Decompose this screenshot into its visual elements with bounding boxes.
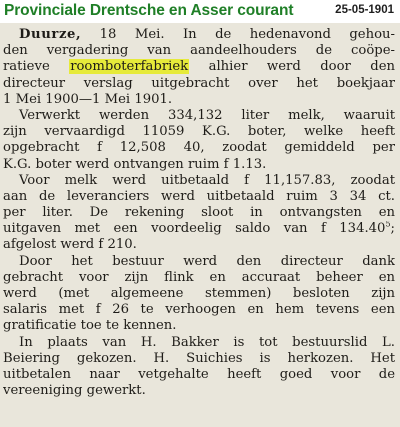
article-line: Duurze, 18 Mei. In de hedenavond gehou- <box>19 27 395 42</box>
article-line: gratificatie toe te kennen. <box>3 318 177 334</box>
article-line: afgelost werd f 210. <box>3 237 137 253</box>
article-line: salaris met f 26 te verhoogen en hem tevens een <box>3 302 395 318</box>
superscript: 5 <box>385 221 391 229</box>
article-line: uitgaven met een voordeelig saldo van f 134.40$^5$; <box>3 221 395 237</box>
article-line: Voor melk werd uitbetaald f 11,157.83, zoodat <box>19 172 395 188</box>
publication-date: 25-05-1901 <box>335 4 394 16</box>
article-line: gebracht voor zijn flink en accuraat beheer en <box>3 269 395 285</box>
article-line: 1 Mei 1900—1 Mei 1901. <box>3 91 173 107</box>
article-line: ratieve roomboterfabriek alhier werd door den <box>3 59 395 75</box>
article-line: per liter. De rekening sloot in ontvangsten en <box>3 205 395 221</box>
article-line: In plaats van H. Bakker is tot bestuurslid L. <box>19 334 395 350</box>
article-line: den vergadering van aandeelhouders de coöpe- <box>3 43 395 59</box>
article-line: Door het bestuur werd den directeur dank <box>19 253 395 269</box>
article-line: Verwerkt werden 334,132 liter melk, waaruit <box>19 107 395 123</box>
newspaper-title: Provinciale Drentsche en Asser courant <box>4 2 294 19</box>
dateline: Duurze, <box>19 27 82 42</box>
article-line: directeur verslag uitgebracht over het boekjaar <box>3 75 395 91</box>
article-line: Beiering gekozen. H. Suichies is herkozen. Het <box>3 350 395 366</box>
article-line: K.G. boter werd ontvangen ruim f 1.13. <box>3 156 267 172</box>
article-line: zijn vervaardigd 11059 K.G. boter, welke heeft <box>3 124 395 140</box>
masthead <box>0 0 400 22</box>
article-line: uitbetalen naar vetgehalte heeft goed voor de <box>3 366 395 382</box>
article-line: aan de leveranciers werd uitbetaald ruim 3 34 ct. <box>3 188 395 204</box>
newspaper-clipping <box>0 23 400 427</box>
article-line: werd (met algemeene stemmen) besloten zijn <box>3 286 395 301</box>
article-text <box>3 27 395 399</box>
article-line: vereeniging gewerkt. <box>3 383 146 399</box>
highlighted-term: roomboterfabriek <box>70 59 189 75</box>
article-line: opgebracht f 12,508 40, zoodat gemiddeld per <box>3 140 395 156</box>
